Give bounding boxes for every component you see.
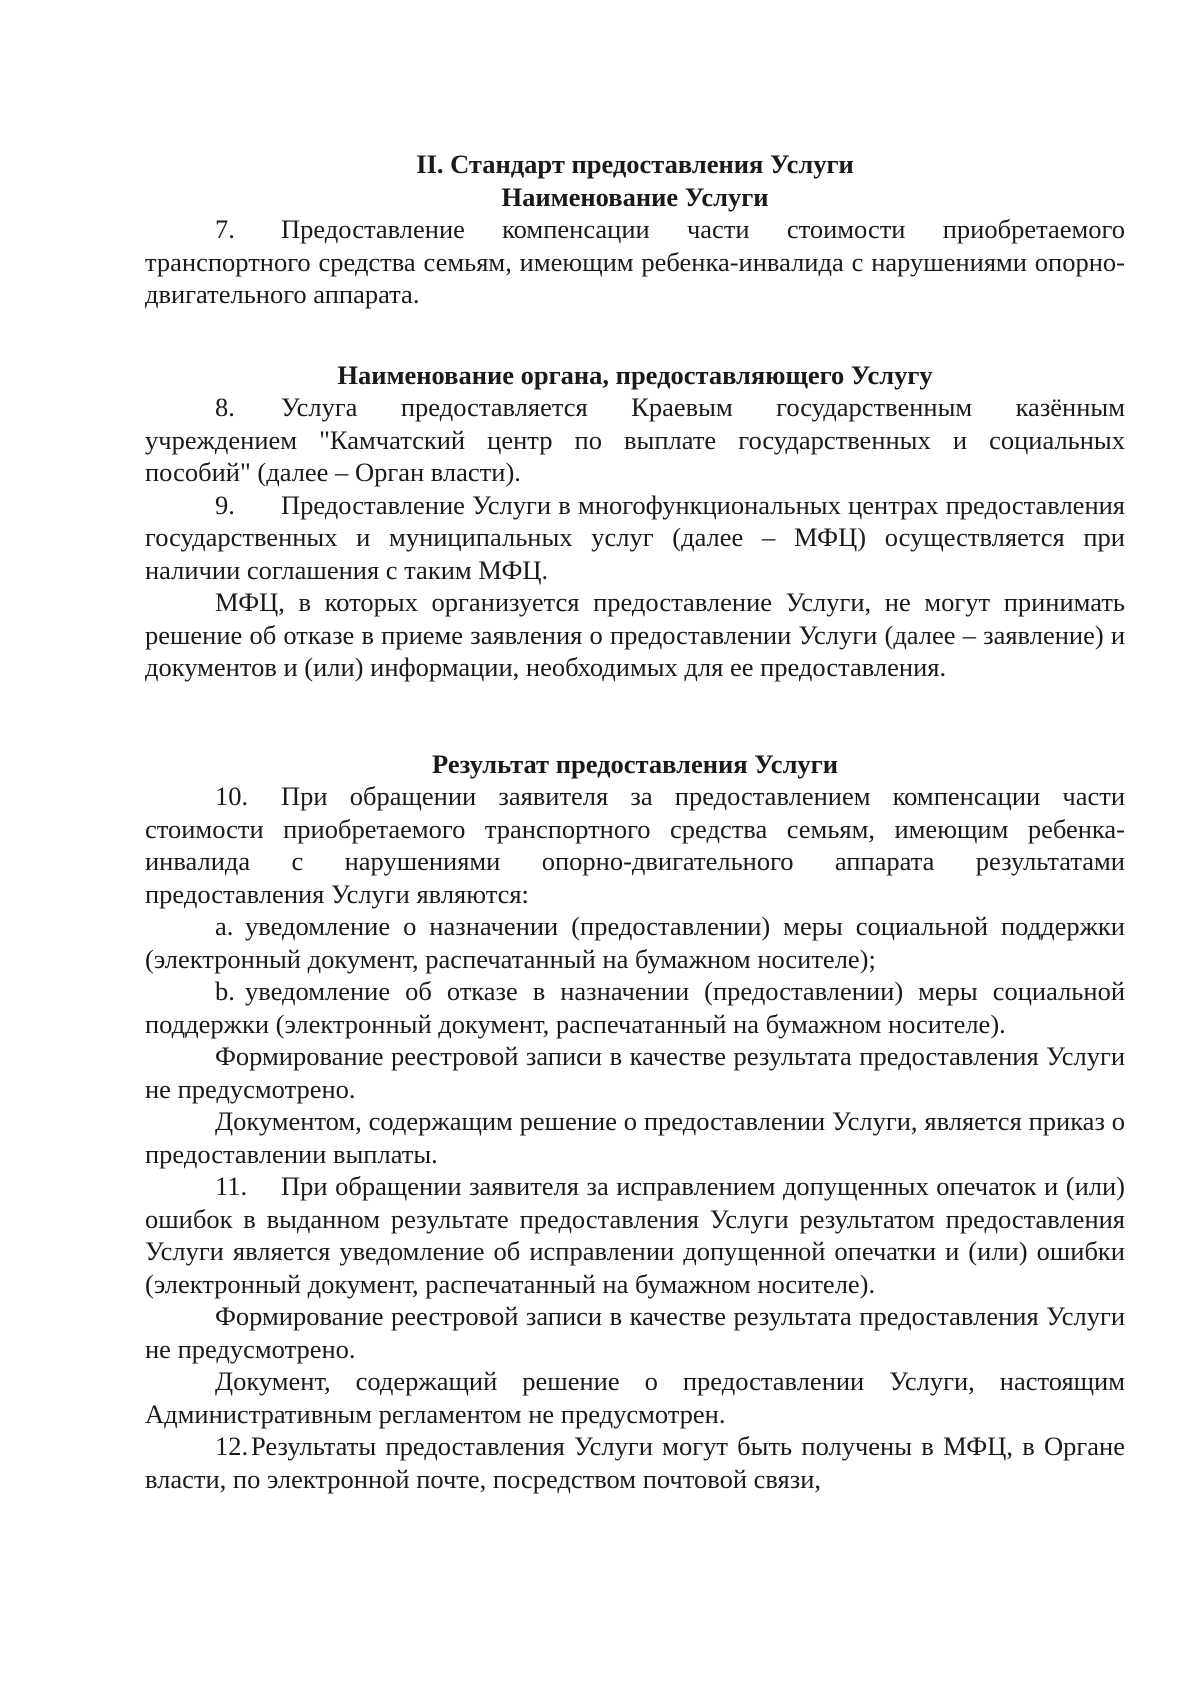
paragraph-text: Предоставление компенсации части стоимости приобретаемого транспортного средства семьям, имеющим ребенка-инвалида с нарушениями опорно-двигательного аппарата. — [145, 214, 1125, 309]
paragraph-number: 10. — [215, 781, 249, 811]
paragraph-text: Результаты предоставления Услуги могут быть получены в МФЦ, в Органе власти, по электронной почте, посредством почтовой связи, — [145, 1431, 1125, 1494]
paragraph-12 — [145, 1430, 1125, 1495]
paragraph-text: Предоставление Услуги в многофункциональных центрах предоставления государственных и муниципальных услуг (далее – МФЦ) осуществляется при наличии соглашения с таким МФЦ. — [145, 489, 1125, 585]
list-item-b — [145, 975, 1125, 1040]
paragraph-10 — [145, 780, 1125, 910]
document-page — [145, 148, 1125, 1495]
paragraph-number: 7. — [215, 214, 235, 244]
paragraph-number: 12. — [215, 1431, 249, 1461]
paragraph-text: Услуга предоставляется Краевым государственным казённым учреждением "Камчатский центр по выплате государственных и социальных пособий" (далее – Орган власти). — [145, 392, 1125, 487]
paragraph-text: При обращении заявителя за исправлением допущенных опечаток и (или) ошибок в выданном результате предоставления Услуги результатом предоставления Услуги является уведомление об исправлении допущенной опечатки и (или) ошибки (электронный документ, распечатанный на бумажном носителе). — [145, 1171, 1125, 1299]
paragraph-9 — [145, 489, 1125, 587]
paragraph-number: 9. — [215, 489, 235, 520]
paragraph-11-registry: Формирование реестровой записи в качестве результата предоставления Услуги не предусмотрено. — [145, 1301, 1125, 1364]
list-item-text: уведомление о назначении (предоставлении) меры социальной поддержки (электронный документ, распечатанный на бумажном носителе); — [145, 911, 1125, 974]
result-heading: Результат предоставления Услуги — [432, 748, 838, 779]
paragraph-7 — [145, 213, 1125, 311]
paragraph-text: При обращении заявителя за предоставлением компенсации части стоимости приобретаемого транспортного средства семьям, имеющим ребенка-инвалида с нарушениями опорно-двигательного аппарата результатами предоставления Услуги являются: — [145, 781, 1125, 909]
paragraph-10-document: Документом, содержащим решение о предоставлении Услуги, является приказ о предоставлении выплаты. — [145, 1106, 1125, 1169]
section-title: II. Стандарт предоставления Услуги — [416, 149, 854, 179]
paragraph-8 — [145, 391, 1125, 489]
list-item-letter: b. — [215, 976, 235, 1006]
paragraph-9-continued: МФЦ, в которых организуется предоставление Услуги, не могут принимать решение об отказе в приеме заявления о предоставлении Услуги (далее – заявление) и документов и (или) информации, необходимых для ее предоставления. — [145, 587, 1125, 682]
list-item-a — [145, 910, 1125, 975]
paragraph-11-document: Документ, содержащий решение о предоставлении Услуги, настоящим Административным регламентом не предусмотрен. — [145, 1366, 1125, 1429]
list-item-text: уведомление об отказе в назначении (предоставлении) меры социальной поддержки (электронный документ, распечатанный на бумажном носителе). — [145, 976, 1125, 1039]
paragraph-10-registry: Формирование реестровой записи в качестве результата предоставления Услуги не предусмотрено. — [145, 1041, 1125, 1104]
paragraph-11 — [145, 1170, 1125, 1300]
paragraph-number: 11. — [215, 1171, 248, 1201]
organ-heading: Наименование органа, предоставляющего Услугу — [337, 359, 933, 390]
list-item-letter: a. — [215, 911, 234, 941]
service-name-heading: Наименование Услуги — [501, 181, 769, 212]
paragraph-number: 8. — [215, 392, 235, 422]
